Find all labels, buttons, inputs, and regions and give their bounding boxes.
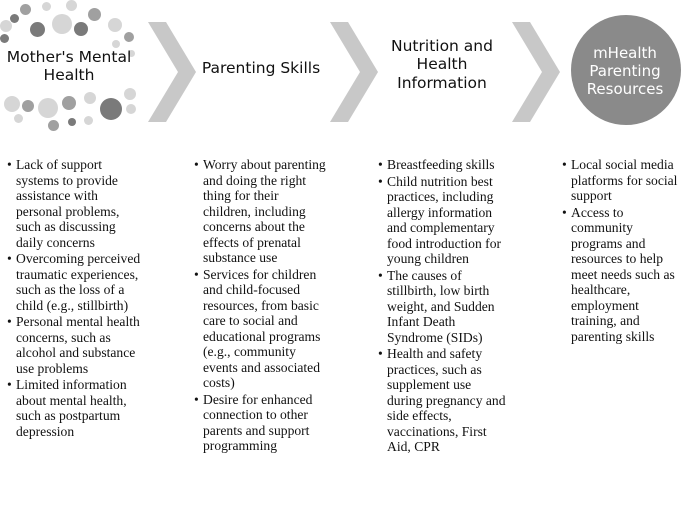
decorative-dot: [126, 104, 136, 114]
list-item: • Limited information about mental health, such as postpartum depression: [7, 377, 144, 439]
chevron-arrow-icon: [148, 22, 196, 122]
stage-title-mhealth-resources: mHealth Parenting Resources: [586, 44, 664, 98]
decorative-dot: [10, 14, 19, 23]
decorative-dot: [20, 4, 31, 15]
list-item: • Services for children and child-focused resources, from basic care to social and educational programs (e.g., community events and associated costs): [194, 267, 327, 391]
stage-title-parenting-skills: Parenting Skills: [201, 59, 321, 77]
decorative-dot: [88, 8, 101, 21]
list-item: • Worry about parenting and doing the right thing for their children, including concerns about the effects of prenatal substance use: [194, 157, 327, 266]
list-item: • Breastfeeding skills: [378, 157, 510, 173]
decorative-dot: [124, 32, 134, 42]
decorative-dot: [14, 114, 23, 123]
decorative-dot: [108, 18, 122, 32]
list-item: • Child nutrition best practices, including allergy information and complementary food introduction for young children: [378, 174, 510, 267]
decorative-dot: [4, 96, 20, 112]
decorative-dot: [124, 88, 136, 100]
decorative-dot: [38, 98, 58, 118]
list-item: • Personal mental health concerns, such as alcohol and substance use problems: [7, 314, 144, 376]
decorative-dot: [0, 34, 9, 43]
list-item: • Lack of support systems to provide assistance with personal problems, such as discussing daily concerns: [7, 157, 144, 250]
decorative-dot: [84, 92, 96, 104]
decorative-dot: [68, 118, 76, 126]
decorative-dot: [0, 20, 12, 32]
list-item: • Desire for enhanced connection to other parents and support programming: [194, 392, 327, 454]
decorative-dot: [74, 22, 88, 36]
decorative-dot: [112, 40, 120, 48]
decorative-dot: [66, 0, 77, 11]
decorative-dot: [42, 2, 51, 11]
list-item: • Local social media platforms for social support: [562, 157, 685, 204]
list-item: • Overcoming perceived traumatic experiences, such as the loss of a child (e.g., stillbirth): [7, 251, 144, 313]
list-item: • Access to community programs and resources to help meet needs such as healthcare, employment training, and parenting skills: [562, 205, 685, 345]
decorative-dot: [84, 116, 93, 125]
list-item: • The causes of stillbirth, low birth weight, and Sudden Infant Death Syndrome (SIDs): [378, 268, 510, 346]
list-item: • Health and safety practices, such as supplement use during pregnancy and side effects, vaccinations, First Aid, CPR: [378, 346, 510, 455]
column-mothers-mental-health: [7, 157, 144, 440]
column-mhealth-resources: [562, 157, 685, 345]
stage-title-mothers-mental-health: Mother's Mental Health: [6, 48, 132, 85]
column-nutrition-health: [378, 157, 510, 456]
decorative-dot: [30, 22, 45, 37]
decorative-dot: [62, 96, 76, 110]
chevron-arrow-icon: [330, 22, 378, 122]
decorative-dot: [100, 98, 122, 120]
chevron-arrow-icon: [512, 22, 560, 122]
stage-title-nutrition-health: Nutrition and Health Information: [391, 37, 493, 92]
decorative-dot: [22, 100, 34, 112]
column-parenting-skills: [194, 157, 327, 455]
decorative-dot: [52, 14, 72, 34]
decorative-dot: [48, 120, 59, 131]
